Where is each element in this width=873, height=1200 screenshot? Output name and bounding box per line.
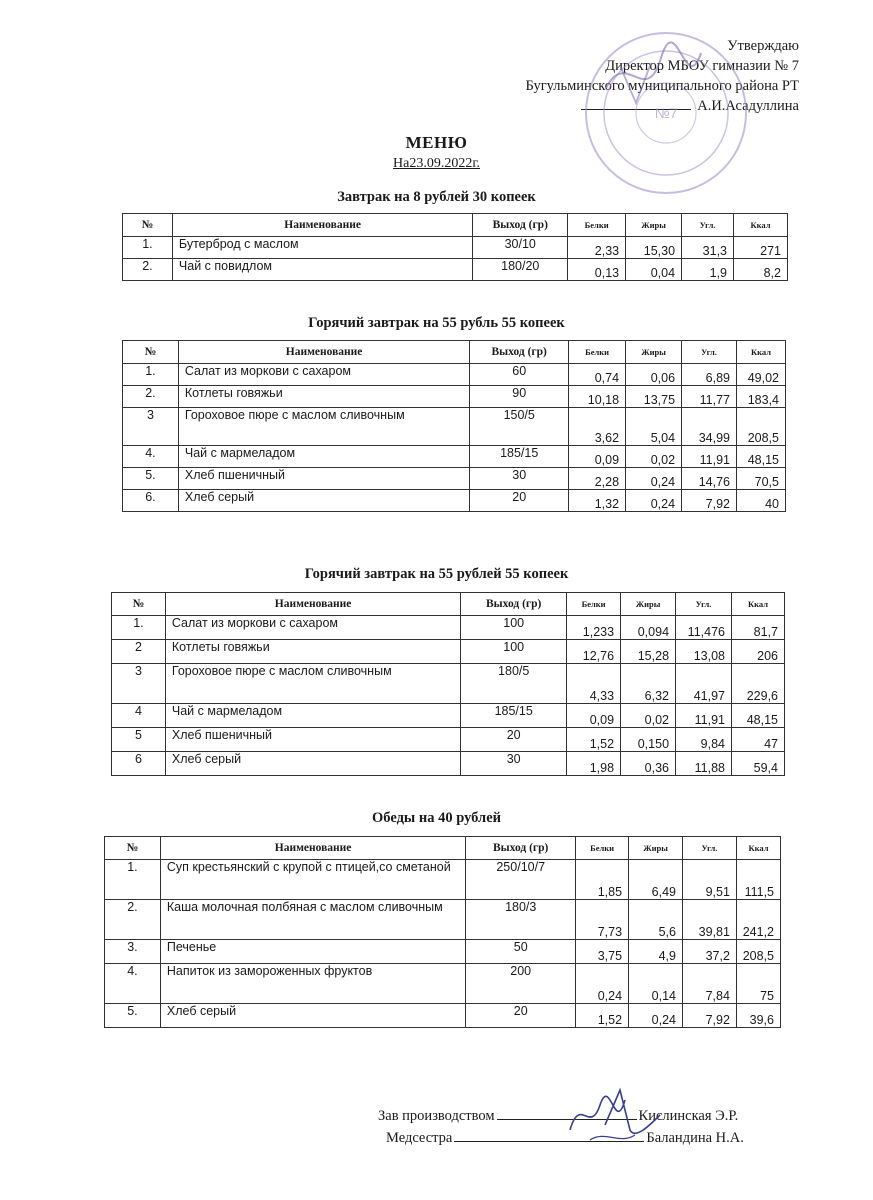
cell-fat: 0,36 <box>621 752 676 776</box>
cell-num: 3. <box>105 940 161 964</box>
cell-carbs: 41,97 <box>676 664 732 704</box>
cell-output: 30 <box>470 468 569 490</box>
cell-kcal: 229,6 <box>731 664 784 704</box>
cell-num: 6. <box>123 490 179 512</box>
cell-protein: 0,09 <box>569 446 626 468</box>
cell-fat: 15,30 <box>626 237 682 259</box>
cell-output: 185/15 <box>470 446 569 468</box>
table-row <box>112 704 785 728</box>
cell-output: 20 <box>466 1004 576 1028</box>
column-header-num: № <box>123 341 179 364</box>
cell-kcal: 208,5 <box>736 408 785 446</box>
cell-output: 90 <box>470 386 569 408</box>
cell-num: 4. <box>105 964 161 1004</box>
cell-kcal: 39,6 <box>736 1004 780 1028</box>
cell-carbs: 7,84 <box>683 964 737 1004</box>
cell-kcal: 75 <box>736 964 780 1004</box>
nurse-name: Баландина Н.А. <box>646 1130 744 1146</box>
cell-protein: 1,85 <box>576 860 629 900</box>
cell-kcal: 48,15 <box>736 446 785 468</box>
cell-carbs: 14,76 <box>682 468 737 490</box>
cell-kcal: 8,2 <box>734 259 788 281</box>
section-title-breakfast: Завтрак на 8 рублей 30 копеек <box>337 189 536 205</box>
column-header-num: № <box>105 837 161 860</box>
cell-name: Бутерброд с маслом <box>172 237 472 259</box>
cell-kcal: 70,5 <box>736 468 785 490</box>
cell-num: 5. <box>105 1004 161 1028</box>
table-row <box>112 752 785 776</box>
cell-num: 5 <box>112 728 166 752</box>
cell-num: 2. <box>123 386 179 408</box>
cell-protein: 3,62 <box>569 408 626 446</box>
cell-output: 185/15 <box>461 704 567 728</box>
table-row <box>123 259 788 281</box>
cell-protein: 1,52 <box>576 1004 629 1028</box>
table-header-row <box>123 214 788 237</box>
cell-kcal: 48,15 <box>731 704 784 728</box>
cell-num: 5. <box>123 468 179 490</box>
organization-name: Бугульминского муниципального района РТ <box>525 78 799 94</box>
cell-name: Чай с мармеладом <box>178 446 469 468</box>
table-row <box>123 490 786 512</box>
cell-fat: 0,24 <box>629 1004 683 1028</box>
cell-name: Салат из моркови с сахаром <box>178 364 469 386</box>
cell-fat: 0,14 <box>629 964 683 1004</box>
menu-date <box>0 156 873 172</box>
cell-output: 30 <box>461 752 567 776</box>
column-header-name: Наименование <box>178 341 469 364</box>
cell-kcal: 208,5 <box>736 940 780 964</box>
cell-carbs: 11,91 <box>682 446 737 468</box>
cell-carbs: 13,08 <box>676 640 732 664</box>
menu-table-lunch <box>104 836 781 1028</box>
cell-carbs: 37,2 <box>683 940 737 964</box>
cell-output: 30/10 <box>473 237 568 259</box>
cell-protein: 0,09 <box>567 704 621 728</box>
cell-fat: 0,06 <box>626 364 682 386</box>
column-header-carbs: Угл. <box>682 214 734 237</box>
table-row <box>105 900 781 940</box>
cell-carbs: 7,92 <box>682 490 737 512</box>
cell-kcal: 47 <box>731 728 784 752</box>
column-header-name: Наименование <box>165 593 460 616</box>
cell-protein: 1,52 <box>567 728 621 752</box>
column-header-num: № <box>112 593 166 616</box>
cell-fat: 0,04 <box>626 259 682 281</box>
cell-fat: 0,24 <box>626 468 682 490</box>
column-header-carbs: Угл. <box>682 341 737 364</box>
cell-name: Напиток из замороженных фруктов <box>160 964 465 1004</box>
cell-protein: 0,24 <box>576 964 629 1004</box>
column-header-carbs: Угл. <box>676 593 732 616</box>
cell-kcal: 111,5 <box>736 860 780 900</box>
cell-name: Котлеты говяжьи <box>165 640 460 664</box>
menu-title: МЕНЮ <box>405 133 468 152</box>
cell-kcal: 183,4 <box>736 386 785 408</box>
cell-protein: 1,98 <box>567 752 621 776</box>
cell-name: Хлеб пшеничный <box>165 728 460 752</box>
cell-carbs: 31,3 <box>682 237 734 259</box>
cell-carbs: 6,89 <box>682 364 737 386</box>
cell-output: 20 <box>470 490 569 512</box>
column-header-name: Наименование <box>172 214 472 237</box>
director-name: А.И.Асадуллина <box>697 98 799 114</box>
cell-fat: 5,04 <box>626 408 682 446</box>
cell-carbs: 9,51 <box>683 860 737 900</box>
cell-kcal: 241,2 <box>736 900 780 940</box>
cell-carbs: 11,91 <box>676 704 732 728</box>
production-signature-row <box>378 1108 738 1125</box>
cell-output: 100 <box>461 640 567 664</box>
table-row <box>112 616 785 640</box>
cell-protein: 0,74 <box>569 364 626 386</box>
column-header-kcal: Ккал <box>736 341 785 364</box>
table-header-row <box>105 837 781 860</box>
cell-name: Чай с повидлом <box>172 259 472 281</box>
cell-fat: 0,150 <box>621 728 676 752</box>
cell-name: Салат из моркови с сахаром <box>165 616 460 640</box>
cell-protein: 2,28 <box>569 468 626 490</box>
cell-fat: 6,49 <box>629 860 683 900</box>
approval-block <box>526 36 800 116</box>
cell-kcal: 271 <box>734 237 788 259</box>
cell-num: 4. <box>123 446 179 468</box>
cell-kcal: 40 <box>736 490 785 512</box>
cell-carbs: 11,77 <box>682 386 737 408</box>
cell-fat: 0,094 <box>621 616 676 640</box>
cell-protein: 12,76 <box>567 640 621 664</box>
table-header-row <box>112 593 785 616</box>
table-row <box>105 940 781 964</box>
cell-num: 2. <box>123 259 173 281</box>
section-title-lunch: Обеды на 40 рублей <box>372 810 501 826</box>
cell-fat: 13,75 <box>626 386 682 408</box>
column-header-protein: Белки <box>576 837 629 860</box>
cell-carbs: 1,9 <box>682 259 734 281</box>
director-position: Директор МБОУ гимназии № 7 <box>605 58 799 74</box>
cell-kcal: 49,02 <box>736 364 785 386</box>
table-row <box>123 364 786 386</box>
cell-protein: 4,33 <box>567 664 621 704</box>
table-row <box>112 640 785 664</box>
cell-protein: 1,32 <box>569 490 626 512</box>
table-row <box>112 664 785 704</box>
column-header-fat: Жиры <box>621 593 676 616</box>
cell-num: 4 <box>112 704 166 728</box>
column-header-output: Выход (гр) <box>461 593 567 616</box>
cell-output: 20 <box>461 728 567 752</box>
menu-date-text: На23.09.2022г. <box>393 156 480 171</box>
cell-num: 2. <box>105 900 161 940</box>
section-title-hot-breakfast-1: Горячий завтрак на 55 рубль 55 копеек <box>308 315 565 331</box>
cell-carbs: 11,88 <box>676 752 732 776</box>
column-header-kcal: Ккал <box>734 214 788 237</box>
cell-fat: 5,6 <box>629 900 683 940</box>
cell-fat: 15,28 <box>621 640 676 664</box>
column-header-fat: Жиры <box>629 837 683 860</box>
cell-output: 60 <box>470 364 569 386</box>
director-signature-line <box>526 96 800 116</box>
table-row <box>112 728 785 752</box>
section-title-hot-breakfast-2: Горячий завтрак на 55 рублей 55 копеек <box>304 566 569 582</box>
cell-protein: 2,33 <box>568 237 626 259</box>
table-row <box>105 1004 781 1028</box>
cell-num: 6 <box>112 752 166 776</box>
cell-protein: 1,233 <box>567 616 621 640</box>
production-name: Кислинская Э.Р. <box>638 1108 739 1124</box>
cell-carbs: 34,99 <box>682 408 737 446</box>
table-row <box>123 446 786 468</box>
cell-kcal: 81,7 <box>731 616 784 640</box>
nurse-signature-row <box>386 1130 744 1147</box>
table-row <box>105 964 781 1004</box>
cell-output: 250/10/7 <box>466 860 576 900</box>
column-header-protein: Белки <box>567 593 621 616</box>
cell-num: 1. <box>112 616 166 640</box>
cell-protein: 10,18 <box>569 386 626 408</box>
column-header-carbs: Угл. <box>683 837 737 860</box>
menu-table-hot-breakfast-1 <box>122 340 786 512</box>
cell-output: 50 <box>466 940 576 964</box>
cell-output: 180/20 <box>473 259 568 281</box>
cell-name: Суп крестьянский с крупой с птицей,со сметаной <box>160 860 465 900</box>
cell-carbs: 9,84 <box>676 728 732 752</box>
column-header-fat: Жиры <box>626 341 682 364</box>
column-header-kcal: Ккал <box>736 837 780 860</box>
cell-num: 1. <box>105 860 161 900</box>
cell-name: Котлеты говяжьи <box>178 386 469 408</box>
table-row <box>123 237 788 259</box>
table-row <box>123 468 786 490</box>
cell-num: 3 <box>123 408 179 446</box>
menu-table-breakfast <box>122 213 788 281</box>
table-row <box>123 386 786 408</box>
cell-fat: 0,02 <box>621 704 676 728</box>
column-header-protein: Белки <box>568 214 626 237</box>
cell-fat: 6,32 <box>621 664 676 704</box>
menu-table-hot-breakfast-2 <box>111 592 785 776</box>
cell-output: 180/3 <box>466 900 576 940</box>
cell-fat: 0,24 <box>626 490 682 512</box>
table-row <box>123 408 786 446</box>
cell-name: Каша молочная полбяная с маслом сливочным <box>160 900 465 940</box>
cell-output: 150/5 <box>470 408 569 446</box>
cell-num: 2 <box>112 640 166 664</box>
cell-name: Гороховое пюре с маслом сливочным <box>178 408 469 446</box>
cell-name: Хлеб серый <box>165 752 460 776</box>
cell-num: 3 <box>112 664 166 704</box>
cell-fat: 0,02 <box>626 446 682 468</box>
cell-num: 1. <box>123 364 179 386</box>
cell-fat: 4,9 <box>629 940 683 964</box>
cell-carbs: 7,92 <box>683 1004 737 1028</box>
cell-output: 180/5 <box>461 664 567 704</box>
cell-kcal: 206 <box>731 640 784 664</box>
cell-name: Гороховое пюре с маслом сливочным <box>165 664 460 704</box>
cell-carbs: 39,81 <box>683 900 737 940</box>
production-label: Зав производством <box>378 1108 495 1124</box>
column-header-kcal: Ккал <box>731 593 784 616</box>
cell-name: Печенье <box>160 940 465 964</box>
column-header-name: Наименование <box>160 837 465 860</box>
column-header-num: № <box>123 214 173 237</box>
column-header-protein: Белки <box>569 341 626 364</box>
cell-protein: 3,75 <box>576 940 629 964</box>
cell-carbs: 11,476 <box>676 616 732 640</box>
cell-output: 100 <box>461 616 567 640</box>
cell-name: Чай с мармеладом <box>165 704 460 728</box>
cell-protein: 0,13 <box>568 259 626 281</box>
approval-label: Утверждаю <box>727 38 799 54</box>
cell-kcal: 59,4 <box>731 752 784 776</box>
column-header-output: Выход (гр) <box>473 214 568 237</box>
cell-protein: 7,73 <box>576 900 629 940</box>
cell-num: 1. <box>123 237 173 259</box>
column-header-output: Выход (гр) <box>466 837 576 860</box>
table-header-row <box>123 341 786 364</box>
table-row <box>105 860 781 900</box>
column-header-output: Выход (гр) <box>470 341 569 364</box>
cell-name: Хлеб серый <box>160 1004 465 1028</box>
column-header-fat: Жиры <box>626 214 682 237</box>
cell-name: Хлеб серый <box>178 490 469 512</box>
svg-text:№7: №7 <box>654 105 678 121</box>
cell-output: 200 <box>466 964 576 1004</box>
nurse-label: Медсестра <box>386 1130 453 1146</box>
cell-name: Хлеб пшеничный <box>178 468 469 490</box>
